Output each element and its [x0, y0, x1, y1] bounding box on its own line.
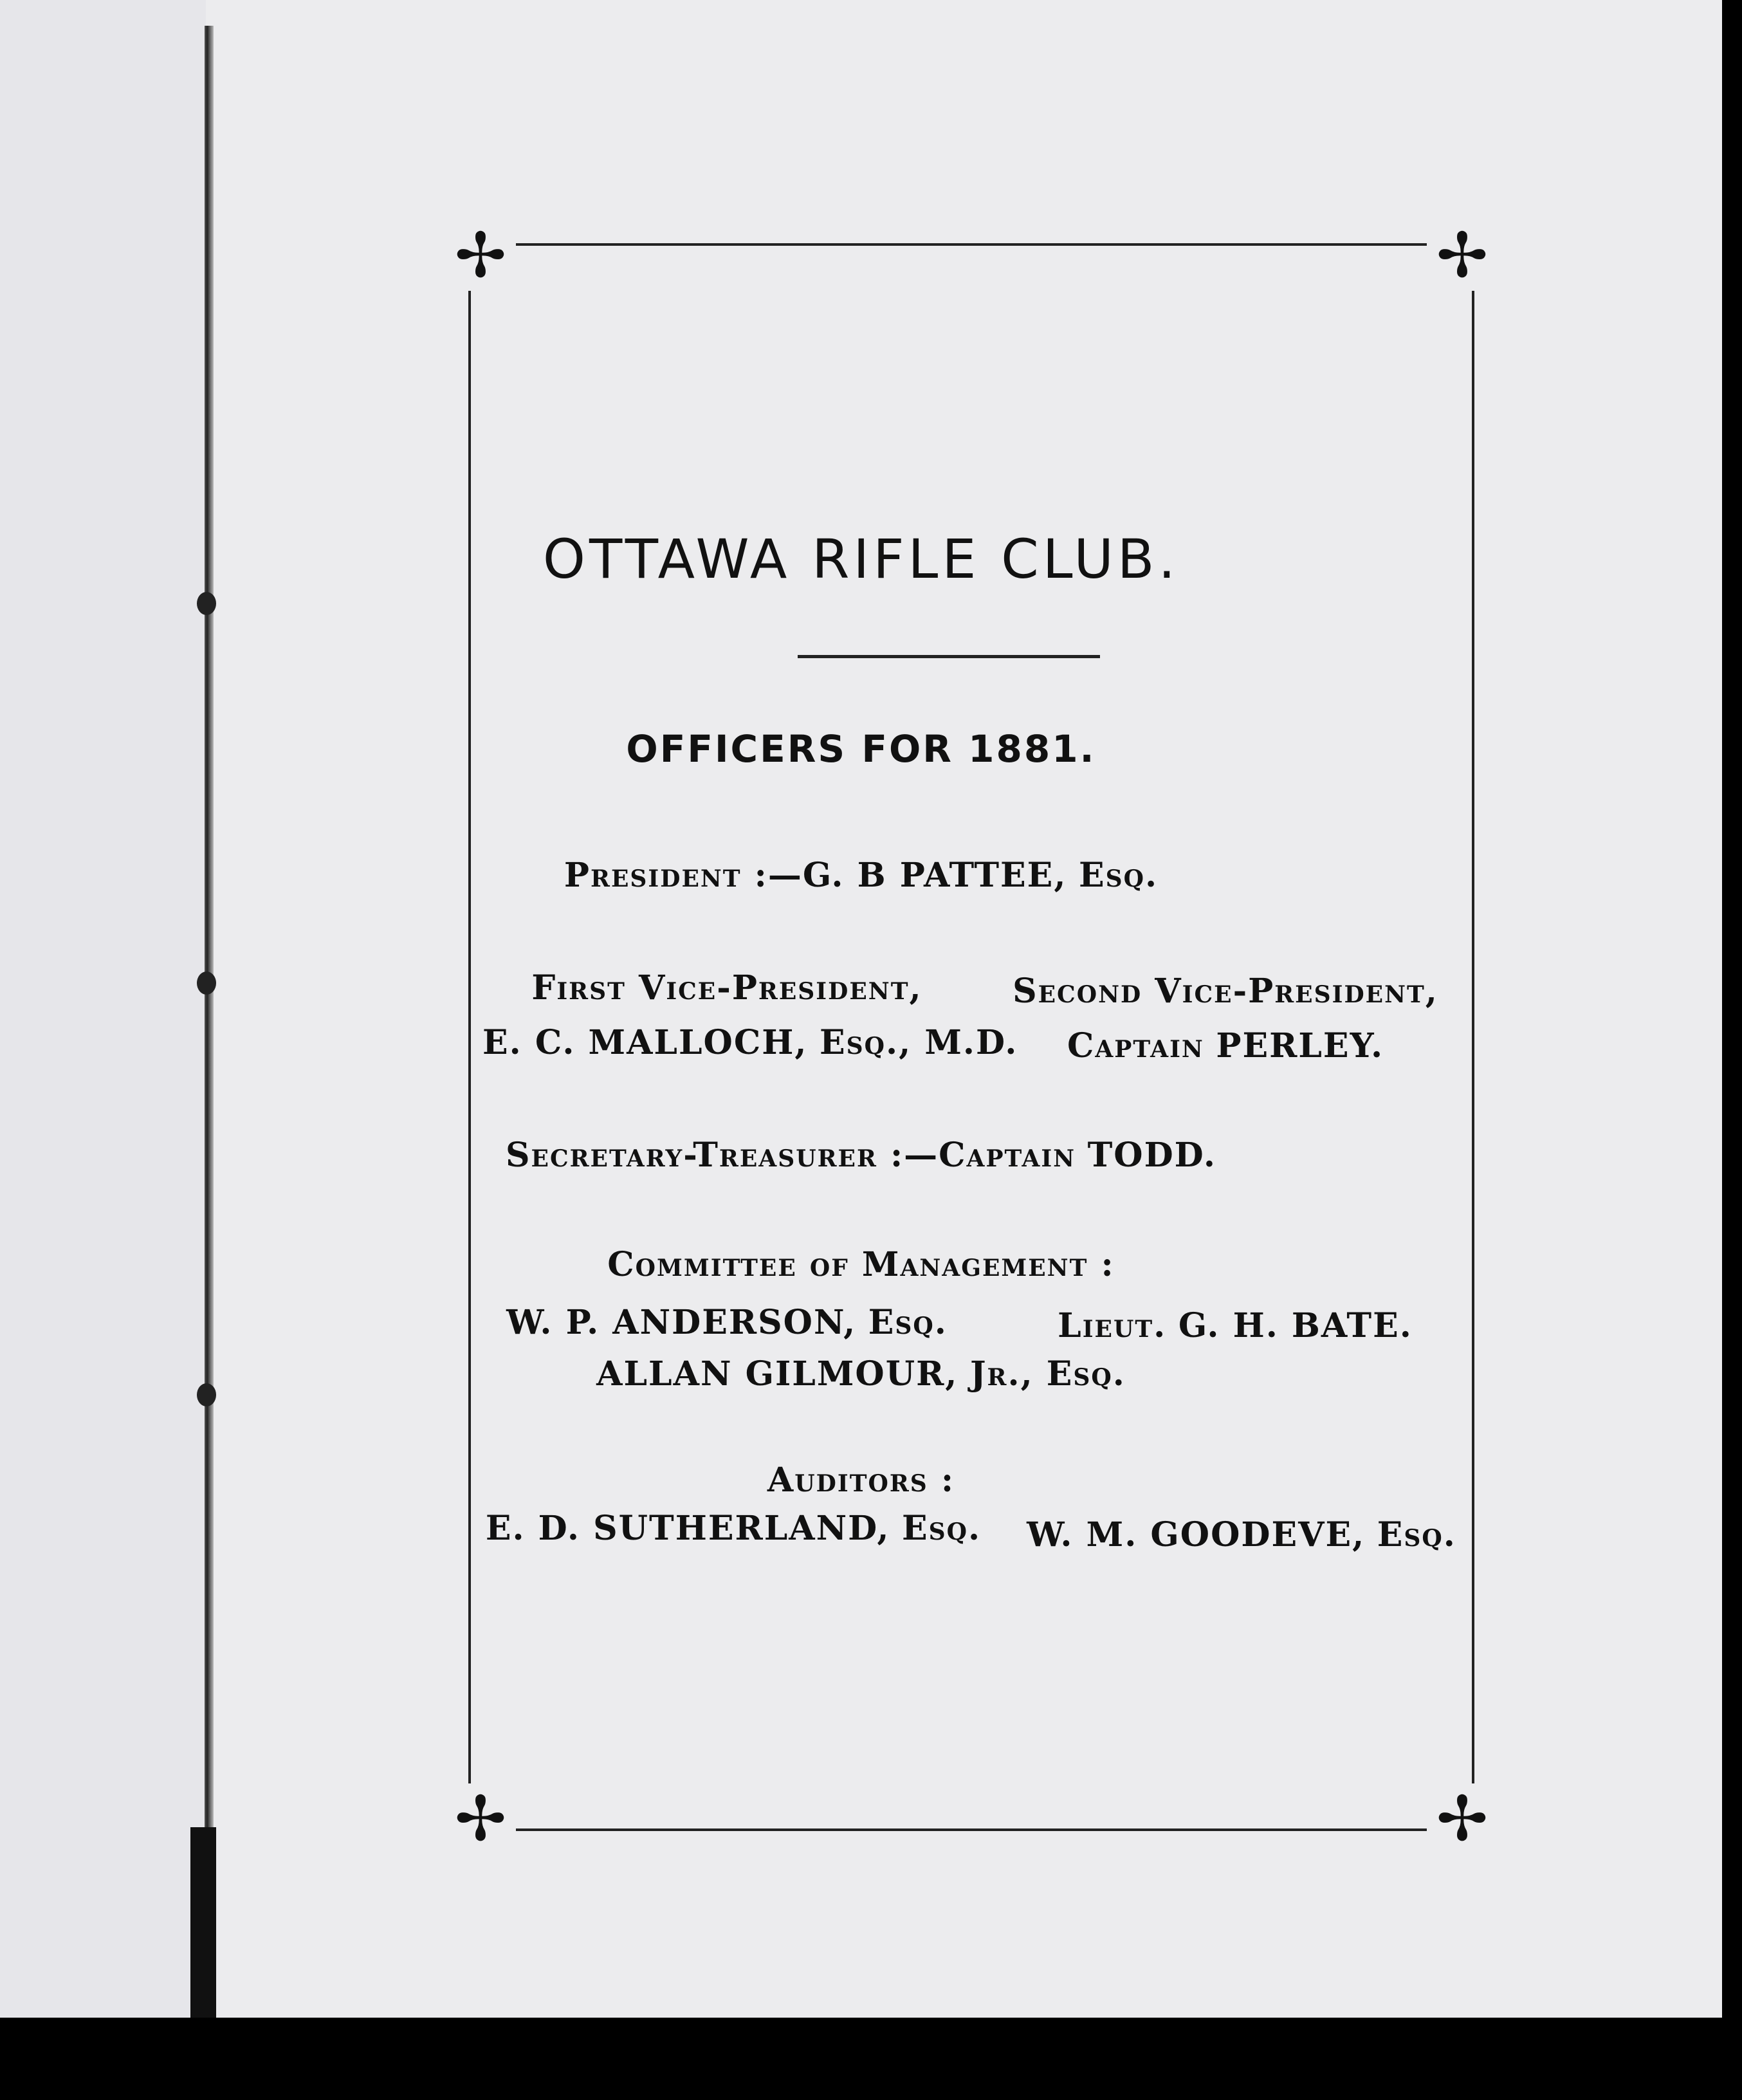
committee-label: Committee of Management : [607, 1245, 1115, 1284]
corner-ornament-icon: ✢ [1427, 220, 1498, 291]
president-name: G. B PATTEE, [802, 856, 1067, 895]
president-suffix: Esq. [1078, 856, 1159, 895]
binding-spine [205, 26, 214, 2018]
president-line [0, 856, 1722, 895]
president-label: President :— [564, 856, 803, 895]
title-rule [798, 655, 1100, 658]
facing-page-edge [0, 0, 206, 2018]
binding-knot [197, 972, 216, 995]
corner-ornament-icon: ✢ [1427, 1783, 1498, 1854]
corner-ornament-icon: ✢ [445, 1783, 516, 1854]
officers-heading: OFFICERS FOR 1881. [626, 727, 1096, 771]
first-vice-president-label: First Vice-President, [531, 968, 922, 1008]
secretary-treasurer-line: Secretary-Treasurer :—Captain TODD. [505, 1136, 1217, 1175]
auditor-sutherland: E. D. SUTHERLAND, Esq. [485, 1509, 982, 1548]
second-vice-president-label: Second Vice-President, [1013, 972, 1438, 1011]
committee-member-gilmour: ALLAN GILMOUR, Jr., Esq. [596, 1354, 1126, 1394]
first-vice-president-name: E. C. MALLOCH, Esq., M.D. [482, 1023, 1018, 1062]
club-title: OTTAWA RIFLE CLUB. [542, 528, 1180, 591]
auditors-label: Auditors : [767, 1460, 955, 1500]
auditor-goodeve: W. M. GOODEVE, Esq. [1027, 1515, 1456, 1554]
committee-member-bate: Lieut. G. H. BATE. [1058, 1306, 1413, 1345]
binding-tape [190, 1827, 216, 2018]
corner-ornament-icon: ✢ [445, 220, 516, 291]
committee-member-anderson: W. P. ANDERSON, Esq. [506, 1303, 948, 1342]
binding-knot [197, 592, 216, 615]
second-vice-president-name: Captain PERLEY. [1067, 1026, 1384, 1065]
